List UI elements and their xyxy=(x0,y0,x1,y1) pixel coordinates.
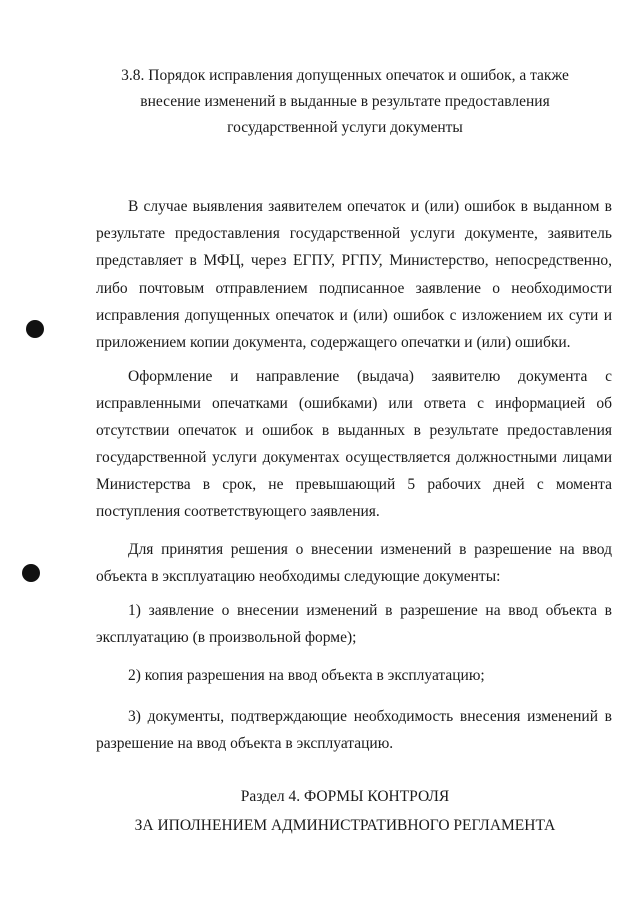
heading-line-3: государственной услуги документы xyxy=(227,119,463,136)
punch-hole-icon xyxy=(22,564,40,582)
section-title-line-2: ЗА ИПОЛНЕНИЕМ АДМИНИСТРАТИВНОГО РЕГЛАМЕНТА xyxy=(134,817,556,834)
paragraph-required-documents: Для принятия решения о внесении изменений в разрешение на ввод объекта в эксплуатацию необходимы следующие документы: xyxy=(96,541,612,586)
list-item-permit-copy: 2) копия разрешения на ввод объекта в эксплуатацию; xyxy=(128,667,485,684)
list-item-supporting-documents: 3) документы, подтверждающие необходимость внесения изменений в разрешение на ввод объекта в эксплуатацию. xyxy=(96,708,612,753)
paragraph-error-correction: В случае выявления заявителем опечаток и (или) ошибок в выданном в результате предоставления государственной услуги документе, заявитель представляет в МФЦ, через ЕГПУ, РГПУ, Министерство, непосредственно, либо почтовым отправлением подписанное заявление о необходимости исправления допущенных опечаток и (или) ошибок с изложением их сути и приложением копии документа, содержащего опечатки и (или) ошибки. xyxy=(96,198,612,352)
section-title-line-1: Раздел 4. ФОРМЫ КОНТРОЛЯ xyxy=(240,788,450,805)
list-item-application: 1) заявление о внесении изменений в разрешение на ввод объекта в эксплуатацию (в произвольной форме); xyxy=(96,602,612,647)
paragraph-issuance-deadline: Оформление и направление (выдача) заявителю документа с исправленными опечатками (ошибками) или ответа с информацией об отсутствии опечаток и ошибок в выданных в результате предоставления государственной услуги документах осуществляется должностными лицами Министерства в срок, не превышающий 5 рабочих дней с момента поступления соответствующего заявления. xyxy=(96,368,612,520)
punch-hole-icon xyxy=(26,320,44,338)
heading-line-2: внесение изменений в выданные в результате предоставления xyxy=(140,93,550,110)
heading-line-1: 3.8. Порядок исправления допущенных опечаток и ошибок, а также xyxy=(121,67,569,84)
subsection-heading xyxy=(110,63,580,141)
